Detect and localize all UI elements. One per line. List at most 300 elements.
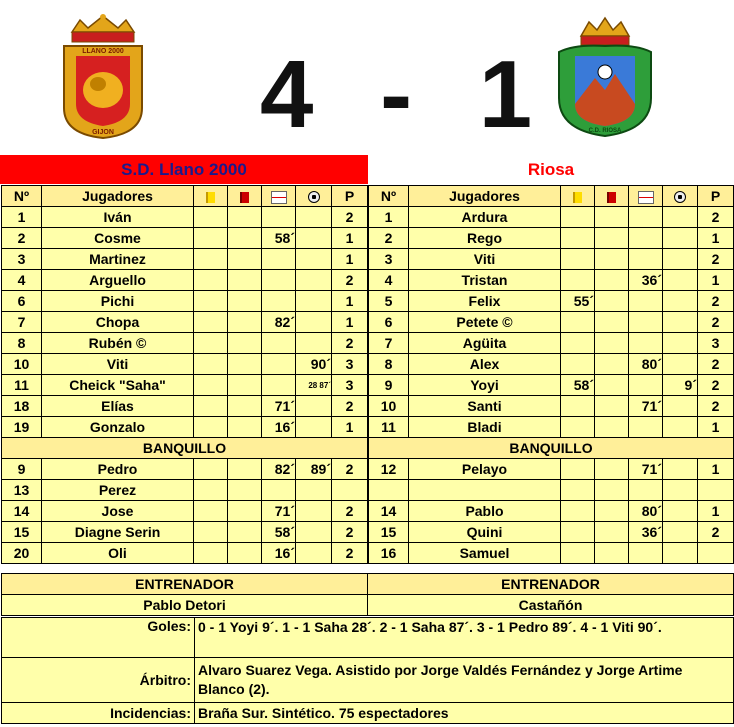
red-card-minute [228, 333, 262, 354]
score-separator: - [380, 41, 413, 148]
player-name: Pedro [42, 459, 194, 480]
goal-minutes [296, 522, 332, 543]
table-row [2, 396, 368, 417]
player-points: 1 [332, 312, 368, 333]
substitution-minute [629, 375, 663, 396]
yellow-card-minute [561, 354, 595, 375]
goal-minutes [296, 333, 332, 354]
substitution-minute [629, 207, 663, 228]
player-number: 8 [369, 354, 409, 375]
player-points: 2 [332, 522, 368, 543]
player-name: Ardura [409, 207, 561, 228]
table-row [369, 291, 734, 312]
player-name: Oli [42, 543, 194, 564]
red-card-minute [228, 270, 262, 291]
substitution-minute [262, 333, 296, 354]
table-row [2, 207, 368, 228]
ball-icon [663, 186, 698, 207]
red-card-minute [595, 291, 629, 312]
red-card-minute [595, 501, 629, 522]
yellow-card-minute [561, 312, 595, 333]
red-card-icon [595, 186, 629, 207]
player-name: Martinez [42, 249, 194, 270]
substitution-minute [629, 291, 663, 312]
player-points: 2 [698, 375, 734, 396]
substitution-minute: 16´ [262, 417, 296, 438]
substitution-minute [262, 249, 296, 270]
home-team-name: S.D. Llano 2000 [0, 155, 368, 184]
yellow-card-minute [561, 480, 595, 501]
substitution-minute: 58´ [262, 228, 296, 249]
away-coach-label: ENTRENADOR [368, 574, 734, 595]
coaches-table [1, 573, 734, 616]
red-card-minute [595, 207, 629, 228]
red-card-minute [595, 396, 629, 417]
player-number: 11 [369, 417, 409, 438]
player-points: 1 [332, 249, 368, 270]
red-card-minute [228, 291, 262, 312]
player-number: 15 [369, 522, 409, 543]
bench-section-row [2, 438, 368, 459]
yellow-card-minute [561, 270, 595, 291]
table-row [2, 228, 368, 249]
yellow-card-minute [194, 396, 228, 417]
goal-minutes [663, 354, 698, 375]
table-row [2, 375, 368, 396]
home-lineup-table [1, 185, 368, 564]
substitution-minute: 58´ [262, 522, 296, 543]
table-row [2, 543, 368, 564]
player-name: Rubén © [42, 333, 194, 354]
table-row [2, 312, 368, 333]
yellow-card-minute: 55´ [561, 291, 595, 312]
red-card-minute [595, 417, 629, 438]
svg-text:GIJON: GIJON [92, 129, 114, 136]
goal-minutes [296, 396, 332, 417]
red-card-minute [228, 207, 262, 228]
goal-minutes [663, 291, 698, 312]
goal-minutes [296, 543, 332, 564]
player-number: 5 [369, 291, 409, 312]
table-row [369, 375, 734, 396]
red-card-minute [228, 375, 262, 396]
red-card-minute [228, 522, 262, 543]
goal-minutes [296, 207, 332, 228]
player-points: 2 [698, 249, 734, 270]
red-card-minute [595, 270, 629, 291]
substitution-minute: 36´ [629, 522, 663, 543]
red-card-minute [228, 459, 262, 480]
table-row [369, 459, 734, 480]
substitution-minute: 82´ [262, 312, 296, 333]
substitution-icon [629, 186, 663, 207]
player-name: Petete © [409, 312, 561, 333]
home-coach-label: ENTRENADOR [2, 574, 368, 595]
substitution-icon [262, 186, 296, 207]
goal-minutes [663, 396, 698, 417]
player-points: 2 [332, 543, 368, 564]
referee-value: Alvaro Suarez Vega. Asistido por Jorge Valdés Fernández y Jorge Artime Blanco (2). [195, 658, 734, 703]
player-points [698, 543, 734, 564]
substitution-minute [629, 249, 663, 270]
red-card-minute [228, 249, 262, 270]
red-card-minute [228, 228, 262, 249]
player-name: Gonzalo [42, 417, 194, 438]
yellow-card-minute [561, 396, 595, 417]
player-points: 1 [698, 270, 734, 291]
substitution-minute: 71´ [262, 396, 296, 417]
goal-minutes [296, 270, 332, 291]
substitution-minute: 71´ [629, 459, 663, 480]
yellow-card-minute [194, 312, 228, 333]
player-points: 2 [332, 396, 368, 417]
substitution-minute: 16´ [262, 543, 296, 564]
table-row [369, 480, 734, 501]
player-name: Felix [409, 291, 561, 312]
player-name: Alex [409, 354, 561, 375]
player-points: 2 [698, 312, 734, 333]
incidents-value: Braña Sur. Sintético. 75 espectadores [195, 703, 734, 724]
bench-section-row [369, 438, 734, 459]
yellow-card-minute [194, 354, 228, 375]
table-row [369, 312, 734, 333]
substitution-minute [262, 207, 296, 228]
yellow-card-minute [561, 459, 595, 480]
player-name: Agüita [409, 333, 561, 354]
yellow-card-minute [561, 417, 595, 438]
red-card-minute [595, 354, 629, 375]
player-number: 18 [2, 396, 42, 417]
goal-minutes [296, 501, 332, 522]
ball-icon [296, 186, 332, 207]
player-number: 6 [369, 312, 409, 333]
yellow-card-minute [561, 228, 595, 249]
yellow-card-icon [194, 186, 228, 207]
substitution-minute [629, 543, 663, 564]
goal-minutes [296, 249, 332, 270]
player-number: 14 [369, 501, 409, 522]
substitution-minute: 36´ [629, 270, 663, 291]
substitution-minute [262, 354, 296, 375]
table-row [2, 459, 368, 480]
goal-minutes [663, 312, 698, 333]
points-header: P [332, 186, 368, 207]
table-row [369, 333, 734, 354]
player-number [369, 480, 409, 501]
home-team-crest [58, 12, 148, 140]
table-row [2, 270, 368, 291]
goal-minutes: 90´ [296, 354, 332, 375]
player-number: 19 [2, 417, 42, 438]
yellow-card-minute [194, 249, 228, 270]
players-header: Jugadores [42, 186, 194, 207]
substitution-minute: 71´ [262, 501, 296, 522]
player-number: 10 [2, 354, 42, 375]
player-name: Santi [409, 396, 561, 417]
red-card-minute [595, 249, 629, 270]
player-name: Pablo [409, 501, 561, 522]
player-name: Jose [42, 501, 194, 522]
player-number: 12 [369, 459, 409, 480]
goal-minutes [663, 228, 698, 249]
player-points: 2 [332, 459, 368, 480]
yellow-card-icon [561, 186, 595, 207]
table-row [369, 207, 734, 228]
player-name: Samuel [409, 543, 561, 564]
goal-minutes [296, 291, 332, 312]
yellow-card-minute [561, 543, 595, 564]
yellow-card-minute: 58´ [561, 375, 595, 396]
player-number: 14 [2, 501, 42, 522]
player-name: Pichi [42, 291, 194, 312]
substitution-minute [262, 291, 296, 312]
player-name: Quini [409, 522, 561, 543]
player-number: 6 [2, 291, 42, 312]
red-card-minute [228, 396, 262, 417]
player-name: Cosme [42, 228, 194, 249]
substitution-minute: 80´ [629, 501, 663, 522]
player-number: 7 [369, 333, 409, 354]
away-coach-name: Castañón [368, 595, 734, 616]
goal-minutes [663, 270, 698, 291]
table-row [369, 396, 734, 417]
goal-minutes [663, 249, 698, 270]
red-card-minute [595, 312, 629, 333]
goal-minutes [296, 417, 332, 438]
bench-label: BANQUILLO [369, 438, 734, 459]
player-points: 3 [698, 333, 734, 354]
table-header-row [2, 186, 368, 207]
player-points: 1 [698, 501, 734, 522]
player-points: 2 [332, 207, 368, 228]
svg-text:LLANO 2000: LLANO 2000 [82, 48, 124, 55]
yellow-card-minute [194, 543, 228, 564]
substitution-minute [629, 333, 663, 354]
substitution-minute: 71´ [629, 396, 663, 417]
substitution-minute [629, 417, 663, 438]
substitution-minute: 80´ [629, 354, 663, 375]
table-row [369, 543, 734, 564]
table-row [369, 417, 734, 438]
players-header: Jugadores [409, 186, 561, 207]
yellow-card-minute [194, 501, 228, 522]
table-row [2, 501, 368, 522]
player-points: 3 [332, 375, 368, 396]
table-row [369, 501, 734, 522]
player-points: 2 [698, 396, 734, 417]
player-number: 9 [369, 375, 409, 396]
player-points [698, 480, 734, 501]
red-card-minute [595, 375, 629, 396]
yellow-card-minute [194, 270, 228, 291]
red-card-minute [228, 312, 262, 333]
yellow-card-minute [194, 522, 228, 543]
player-name: Viti [42, 354, 194, 375]
goal-minutes [296, 312, 332, 333]
player-name: Cheick "Saha" [42, 375, 194, 396]
referee-label: Árbitro: [2, 658, 195, 703]
goal-minutes [296, 480, 332, 501]
table-row [369, 354, 734, 375]
player-points: 2 [332, 333, 368, 354]
away-lineup-table [368, 185, 734, 564]
player-number: 20 [2, 543, 42, 564]
player-number: 9 [2, 459, 42, 480]
player-number: 3 [2, 249, 42, 270]
player-points: 2 [698, 522, 734, 543]
home-coach-name: Pablo Detori [2, 595, 368, 616]
red-card-minute [228, 543, 262, 564]
red-card-minute [595, 333, 629, 354]
table-row [369, 249, 734, 270]
yellow-card-minute [561, 501, 595, 522]
yellow-card-minute [194, 228, 228, 249]
number-header: Nº [2, 186, 42, 207]
away-score: 1 [478, 41, 533, 148]
away-team-name: Riosa [368, 155, 734, 184]
player-name: Iván [42, 207, 194, 228]
red-card-icon [228, 186, 262, 207]
player-name: Elías [42, 396, 194, 417]
goal-minutes [663, 501, 698, 522]
substitution-minute [629, 480, 663, 501]
yellow-card-minute [194, 417, 228, 438]
goal-minutes [663, 522, 698, 543]
player-number: 2 [369, 228, 409, 249]
red-card-minute [595, 459, 629, 480]
player-points: 1 [698, 459, 734, 480]
player-points: 1 [332, 417, 368, 438]
yellow-card-minute [194, 459, 228, 480]
yellow-card-minute [561, 522, 595, 543]
red-card-minute [595, 522, 629, 543]
yellow-card-minute [194, 291, 228, 312]
home-score: 4 [260, 41, 314, 148]
player-number: 1 [369, 207, 409, 228]
points-header: P [698, 186, 734, 207]
red-card-minute [595, 543, 629, 564]
player-points: 2 [698, 207, 734, 228]
red-card-minute [228, 354, 262, 375]
player-number: 4 [369, 270, 409, 291]
number-header: Nº [369, 186, 409, 207]
yellow-card-minute [561, 207, 595, 228]
player-points: 2 [332, 270, 368, 291]
player-number: 8 [2, 333, 42, 354]
red-card-minute [228, 480, 262, 501]
substitution-minute [629, 312, 663, 333]
table-row [369, 228, 734, 249]
player-number: 15 [2, 522, 42, 543]
yellow-card-minute [194, 333, 228, 354]
goals-value: 0 - 1 Yoyi 9´. 1 - 1 Saha 28´. 2 - 1 Saha 87´. 3 - 1 Pedro 89´. 4 - 1 Viti 90´. [195, 618, 734, 658]
yellow-card-minute [194, 207, 228, 228]
player-name: Diagne Serin [42, 522, 194, 543]
player-name: Perez [42, 480, 194, 501]
table-row [369, 522, 734, 543]
red-card-minute [595, 228, 629, 249]
yellow-card-minute [561, 249, 595, 270]
player-name: Bladi [409, 417, 561, 438]
player-name: Tristan [409, 270, 561, 291]
player-name: Yoyi [409, 375, 561, 396]
goal-minutes: 9´ [663, 375, 698, 396]
player-points: 1 [332, 228, 368, 249]
player-number: 3 [369, 249, 409, 270]
goal-minutes [663, 543, 698, 564]
goal-minutes [663, 417, 698, 438]
yellow-card-minute [561, 333, 595, 354]
player-points: 1 [698, 228, 734, 249]
table-row [2, 291, 368, 312]
player-name: Rego [409, 228, 561, 249]
goals-label: Goles: [2, 618, 195, 658]
player-points [332, 480, 368, 501]
yellow-card-minute [194, 375, 228, 396]
player-number: 2 [2, 228, 42, 249]
player-number: 11 [2, 375, 42, 396]
final-score [260, 41, 533, 148]
goal-minutes: 89´ [296, 459, 332, 480]
substitution-minute [262, 375, 296, 396]
player-number: 7 [2, 312, 42, 333]
player-name: Chopa [42, 312, 194, 333]
match-info-table [1, 617, 734, 724]
away-team-crest [555, 12, 655, 138]
player-name [409, 480, 561, 501]
player-number: 4 [2, 270, 42, 291]
substitution-minute [262, 480, 296, 501]
table-row [2, 480, 368, 501]
table-row [369, 270, 734, 291]
svg-text:C.D. RIOSA: C.D. RIOSA [588, 128, 622, 134]
player-name: Arguello [42, 270, 194, 291]
goal-minutes: 28 87´ [296, 375, 332, 396]
player-points: 2 [332, 501, 368, 522]
goal-minutes [663, 207, 698, 228]
player-points: 3 [332, 354, 368, 375]
substitution-minute: 82´ [262, 459, 296, 480]
goal-minutes [663, 480, 698, 501]
table-row [2, 522, 368, 543]
player-name: Viti [409, 249, 561, 270]
substitution-minute [262, 270, 296, 291]
goal-minutes [663, 333, 698, 354]
yellow-card-minute [194, 480, 228, 501]
table-row [2, 417, 368, 438]
bench-label: BANQUILLO [2, 438, 368, 459]
player-name: Pelayo [409, 459, 561, 480]
player-number: 16 [369, 543, 409, 564]
red-card-minute [595, 480, 629, 501]
player-points: 1 [698, 417, 734, 438]
table-header-row [369, 186, 734, 207]
incidents-label: Incidencias: [2, 703, 195, 724]
player-number: 10 [369, 396, 409, 417]
table-row [2, 354, 368, 375]
player-points: 2 [698, 291, 734, 312]
player-number: 1 [2, 207, 42, 228]
red-card-minute [228, 417, 262, 438]
player-points: 1 [332, 291, 368, 312]
table-row [2, 249, 368, 270]
table-row [2, 333, 368, 354]
player-number: 13 [2, 480, 42, 501]
player-points: 2 [698, 354, 734, 375]
goal-minutes [663, 459, 698, 480]
red-card-minute [228, 501, 262, 522]
goal-minutes [296, 228, 332, 249]
